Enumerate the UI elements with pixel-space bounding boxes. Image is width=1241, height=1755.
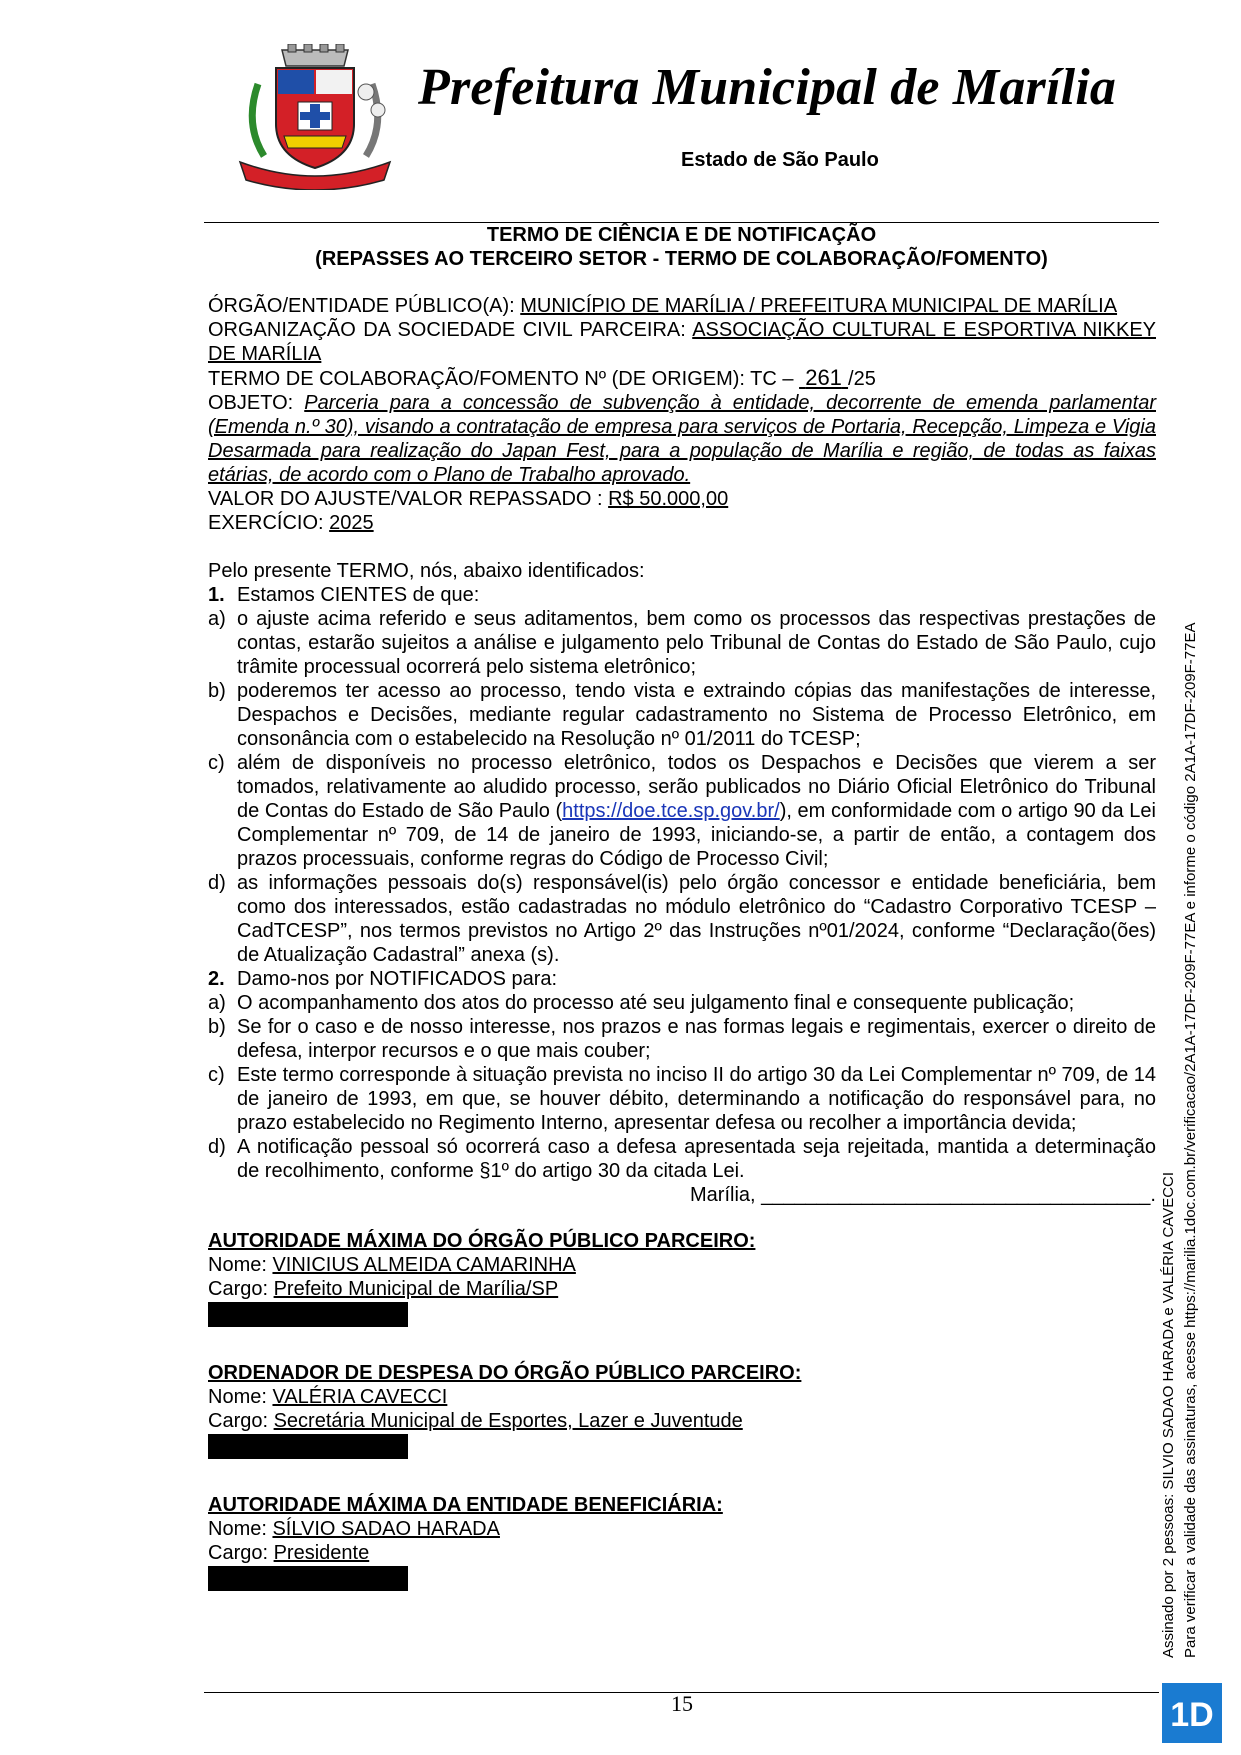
signature-title: ORDENADOR DE DESPESA DO ÓRGÃO PÚBLICO PARCEIRO: <box>208 1362 802 1384</box>
list-item: d) as informações pessoais do(s) responsável(is) pelo órgão concessor e entidade beneficiária, bem como dos interessados, estão cadastradas no módulo eletrônico do “Cadastro Corporativo TCESP – CadTCESP”, nos termos previstos no Artigo 2º das Instruções nº01/2024, conforme “Declaração(ões) de Atualização Cadastral” anexa (s). <box>208 872 1156 966</box>
document-title <box>204 223 1159 271</box>
list-item: c) Este termo corresponde à situação prevista no inciso II do artigo 30 da Lei Complementar nº 709, de 14 de janeiro de 1993, em que, se houver débito, determinando a notificação do responsável para, no prazo estabelecido no Regimento Interno, apresentar defesa ou recolher a importância devida; <box>208 1064 1156 1134</box>
signature-role: Cargo: Presidente <box>208 1542 370 1564</box>
coat-of-arms-logo <box>238 44 392 190</box>
signature-block <box>208 1229 1156 1327</box>
redacted-bar <box>208 1302 408 1327</box>
signature-role: Cargo: Prefeito Municipal de Marília/SP <box>208 1278 559 1300</box>
list-item: c) além de disponíveis no processo eletrônico, todos os Despachos e Decisões que vierem a ser tomados, relativamente ao aludido processo, serão publicados no Diário Oficial Eletrônico do Tribunal de Contas do Estado de São Paulo (https://doe.tce.sp.gov.br/), em conformidade com o artigo 90 da Lei Complementar nº 709, de 14 de janeiro de 1993, iniciando-se, a partir de então, a contagem dos prazos processuais, conforme regras do Código de Processo Civil; <box>208 752 1156 870</box>
section2-heading: 2. Damo-nos por NOTIFICADOS para: <box>208 968 558 990</box>
field-objeto: OBJETO: Parceria para a concessão de subvenção à entidade, decorrente de emenda parlamentar (Emenda n.º 30), visando a contratação de empresa para serviços de Portaria, Recepção, Limpeza e Vigia Desarmada para realização do Japan Fest, para a população de Marília e região, de todas as faixas etárias, de acordo com o Plano de Trabalho aprovado. <box>208 392 1156 486</box>
signature-note-line1: Assinado por 2 pessoas: SILVIO SADAO HARADA e VALÉRIA CAVECCI <box>1160 1171 1177 1658</box>
field-orgao: ÓRGÃO/ENTIDADE PÚBLICO(A): MUNICÍPIO DE MARÍLIA / PREFEITURA MUNICIPAL DE MARÍLIA <box>208 295 1118 317</box>
tce-link[interactable]: https://doe.tce.sp.gov.br/ <box>562 800 780 822</box>
list-item: a) O acompanhamento dos atos do processo até seu julgamento final e consequente publicação; <box>208 992 1075 1014</box>
signature-name: Nome: SÍLVIO SADAO HARADA <box>208 1518 500 1540</box>
redacted-bar <box>208 1566 408 1591</box>
signature-block <box>208 1493 1156 1591</box>
list-item: d) A notificação pessoal só ocorrerá caso a defesa apresentada seja rejeitada, mantida a determinação de recolhimento, conforme §1º do artigo 30 da citada Lei. <box>208 1136 1156 1182</box>
redacted-bar <box>208 1434 408 1459</box>
section1-heading: 1. Estamos CIENTES de que: <box>208 584 480 606</box>
list-item: a) o ajuste acima referido e seus aditamentos, bem como os processos das respectivas prestações de contas, estarão sujeitos a análise e julgamento pelo Tribunal de Contas do Estado de São Paulo, cujo trâmite processual ocorrerá pelo sistema eletrônico; <box>208 608 1156 678</box>
document-title-line1: TERMO DE CIÊNCIA E DE NOTIFICAÇÃO <box>486 224 877 246</box>
signature-block <box>208 1361 1156 1459</box>
signature-note-line2: Para verificar a validade das assinaturas, acesse https://marilia.1doc.com.br/verificacao/2A1A-17DF-209F-77EA e informe o código 2A1A-17DF-209F-77EA <box>1182 622 1199 1658</box>
signature-verification-note <box>1158 623 1202 1659</box>
signature-title: AUTORIDADE MÁXIMA DA ENTIDADE BENEFICIÁRIA: <box>208 1494 723 1516</box>
signature-role: Cargo: Secretária Municipal de Esportes, Lazer e Juventude <box>208 1410 743 1432</box>
field-exercicio: EXERCÍCIO: 2025 <box>208 512 374 534</box>
document-body <box>208 294 1156 1591</box>
header-title: Prefeitura Municipal de Marília <box>418 59 1117 116</box>
1doc-logo-icon <box>1162 1683 1222 1743</box>
place-date-line: Marília, ___________________________________. <box>690 1184 1156 1206</box>
field-valor: VALOR DO AJUSTE/VALOR REPASSADO : R$ 50.000,00 <box>208 488 729 510</box>
field-osc: ORGANIZAÇÃO DA SOCIEDADE CIVIL PARCEIRA: ASSOCIAÇÃO CULTURAL E ESPORTIVA NIKKEY DE MARÍLIA <box>208 319 1156 365</box>
intro-text: Pelo presente TERMO, nós, abaixo identificados: <box>208 560 645 582</box>
field-termo: TERMO DE COLABORAÇÃO/FOMENTO Nº (DE ORIGEM): TC – 261 /25 <box>208 365 876 390</box>
list-item: b) Se for o caso e de nosso interesse, nos prazos e nas formas legais e regimentais, exercer o direito de defesa, interpor recursos e o que mais couber; <box>208 1016 1156 1062</box>
signature-name: Nome: VALÉRIA CAVECCI <box>208 1386 448 1408</box>
signature-name: Nome: VINICIUS ALMEIDA CAMARINHA <box>208 1254 576 1276</box>
svg-text:1D: 1D <box>1170 1696 1214 1734</box>
document-title-line2: (REPASSES AO TERCEIRO SETOR - TERMO DE COLABORAÇÃO/FOMENTO) <box>315 248 1048 270</box>
header-subtitle: Estado de São Paulo <box>681 149 879 171</box>
signature-title: AUTORIDADE MÁXIMA DO ÓRGÃO PÚBLICO PARCEIRO: <box>208 1230 756 1252</box>
page-number: 15 <box>671 1691 693 1716</box>
list-item: b) poderemos ter acesso ao processo, tendo vista e extraindo cópias das manifestações de interesse, Despachos e Decisões, mediante regular cadastramento no Sistema de Processo Eletrônico, em consonância com o estabelecido na Resolução nº 01/2011 do TCESP; <box>208 680 1156 750</box>
